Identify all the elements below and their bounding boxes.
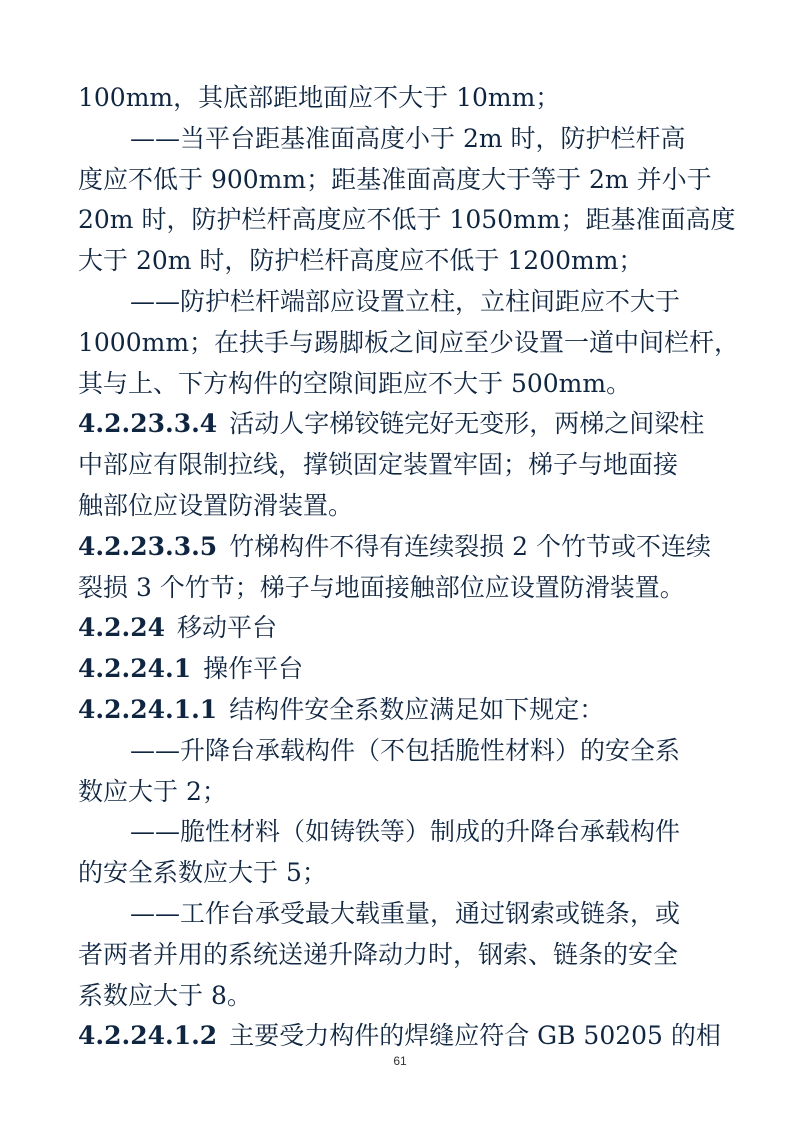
clause-number: 4.2.23.3.4 bbox=[78, 409, 218, 439]
text-line: 度应不低于 900mm；距基准面高度大于等于 2m 并小于 bbox=[78, 164, 712, 194]
text-line: 的安全系数应大于 5； bbox=[78, 858, 327, 888]
text-line: 系数应大于 8。 bbox=[78, 980, 252, 1010]
clause-heading bbox=[78, 1016, 726, 1057]
clause-text: 竹梯构件不得有连续裂损 2 个竹节或不连续 bbox=[229, 531, 711, 561]
clause-heading bbox=[78, 690, 726, 731]
text-line: 1000mm；在扶手与踢脚板之间应至少设置一道中间栏杆， bbox=[78, 327, 740, 357]
text-line: 数应大于 2； bbox=[78, 776, 227, 806]
text-line: ——工作台承受最大载重量，通过钢索或链条，或 bbox=[130, 898, 681, 928]
section-number: 4.2.24.1 bbox=[78, 654, 192, 684]
text-line: ——脆性材料（如铸铁等）制成的升降台承载构件 bbox=[130, 817, 681, 847]
section-heading bbox=[78, 608, 726, 649]
section-title: 移动平台 bbox=[177, 613, 278, 643]
clause-text: 主要受力构件的焊缝应符合 GB 50205 的相 bbox=[229, 1021, 721, 1051]
text-line: 触部位应设置防滑装置。 bbox=[78, 490, 354, 520]
text-line: 者两者并用的系统送递升降动力时，钢索、链条的安全 bbox=[78, 939, 679, 969]
section-title: 操作平台 bbox=[203, 654, 304, 684]
clause-text: 结构件安全系数应满足如下规定： bbox=[229, 694, 605, 724]
text-line: 裂损 3 个竹节；梯子与地面接触部位应设置防滑装置。 bbox=[78, 572, 685, 602]
text-line: 中部应有限制拉线，撑锁固定装置牢固；梯子与地面接 bbox=[78, 450, 679, 480]
page-number: 61 bbox=[393, 1054, 407, 1068]
text-line: 大于 20m 时，防护栏杆高度应不低于 1200mm； bbox=[78, 246, 644, 276]
clause-text: 活动人字梯铰链完好无变形，两梯之间梁柱 bbox=[229, 409, 705, 439]
text-line: ——升降台承载构件（不包括脆性材料）的安全系 bbox=[130, 735, 681, 765]
clause-heading bbox=[78, 404, 726, 445]
text-line: 其与上、下方构件的空隙间距应不大于 500mm。 bbox=[78, 368, 632, 398]
text-line: ——防护栏杆端部应设置立柱，立柱间距应不大于 bbox=[130, 286, 681, 316]
text-line: 20m 时，防护栏杆高度应不低于 1050mm；距基准面高度 bbox=[78, 205, 736, 235]
clause-number: 4.2.24.1.1 bbox=[78, 694, 218, 724]
clause-number: 4.2.23.3.5 bbox=[78, 531, 218, 561]
document-body bbox=[78, 78, 740, 1057]
section-number: 4.2.24 bbox=[78, 613, 165, 643]
section-heading bbox=[78, 649, 726, 690]
clause-number: 4.2.24.1.2 bbox=[78, 1021, 218, 1051]
text-line: 100mm，其底部距地面应不大于 10mm； bbox=[78, 83, 561, 112]
text-line: ——当平台距基准面高度小于 2m 时，防护栏杆高 bbox=[130, 123, 686, 153]
clause-heading bbox=[78, 527, 726, 568]
